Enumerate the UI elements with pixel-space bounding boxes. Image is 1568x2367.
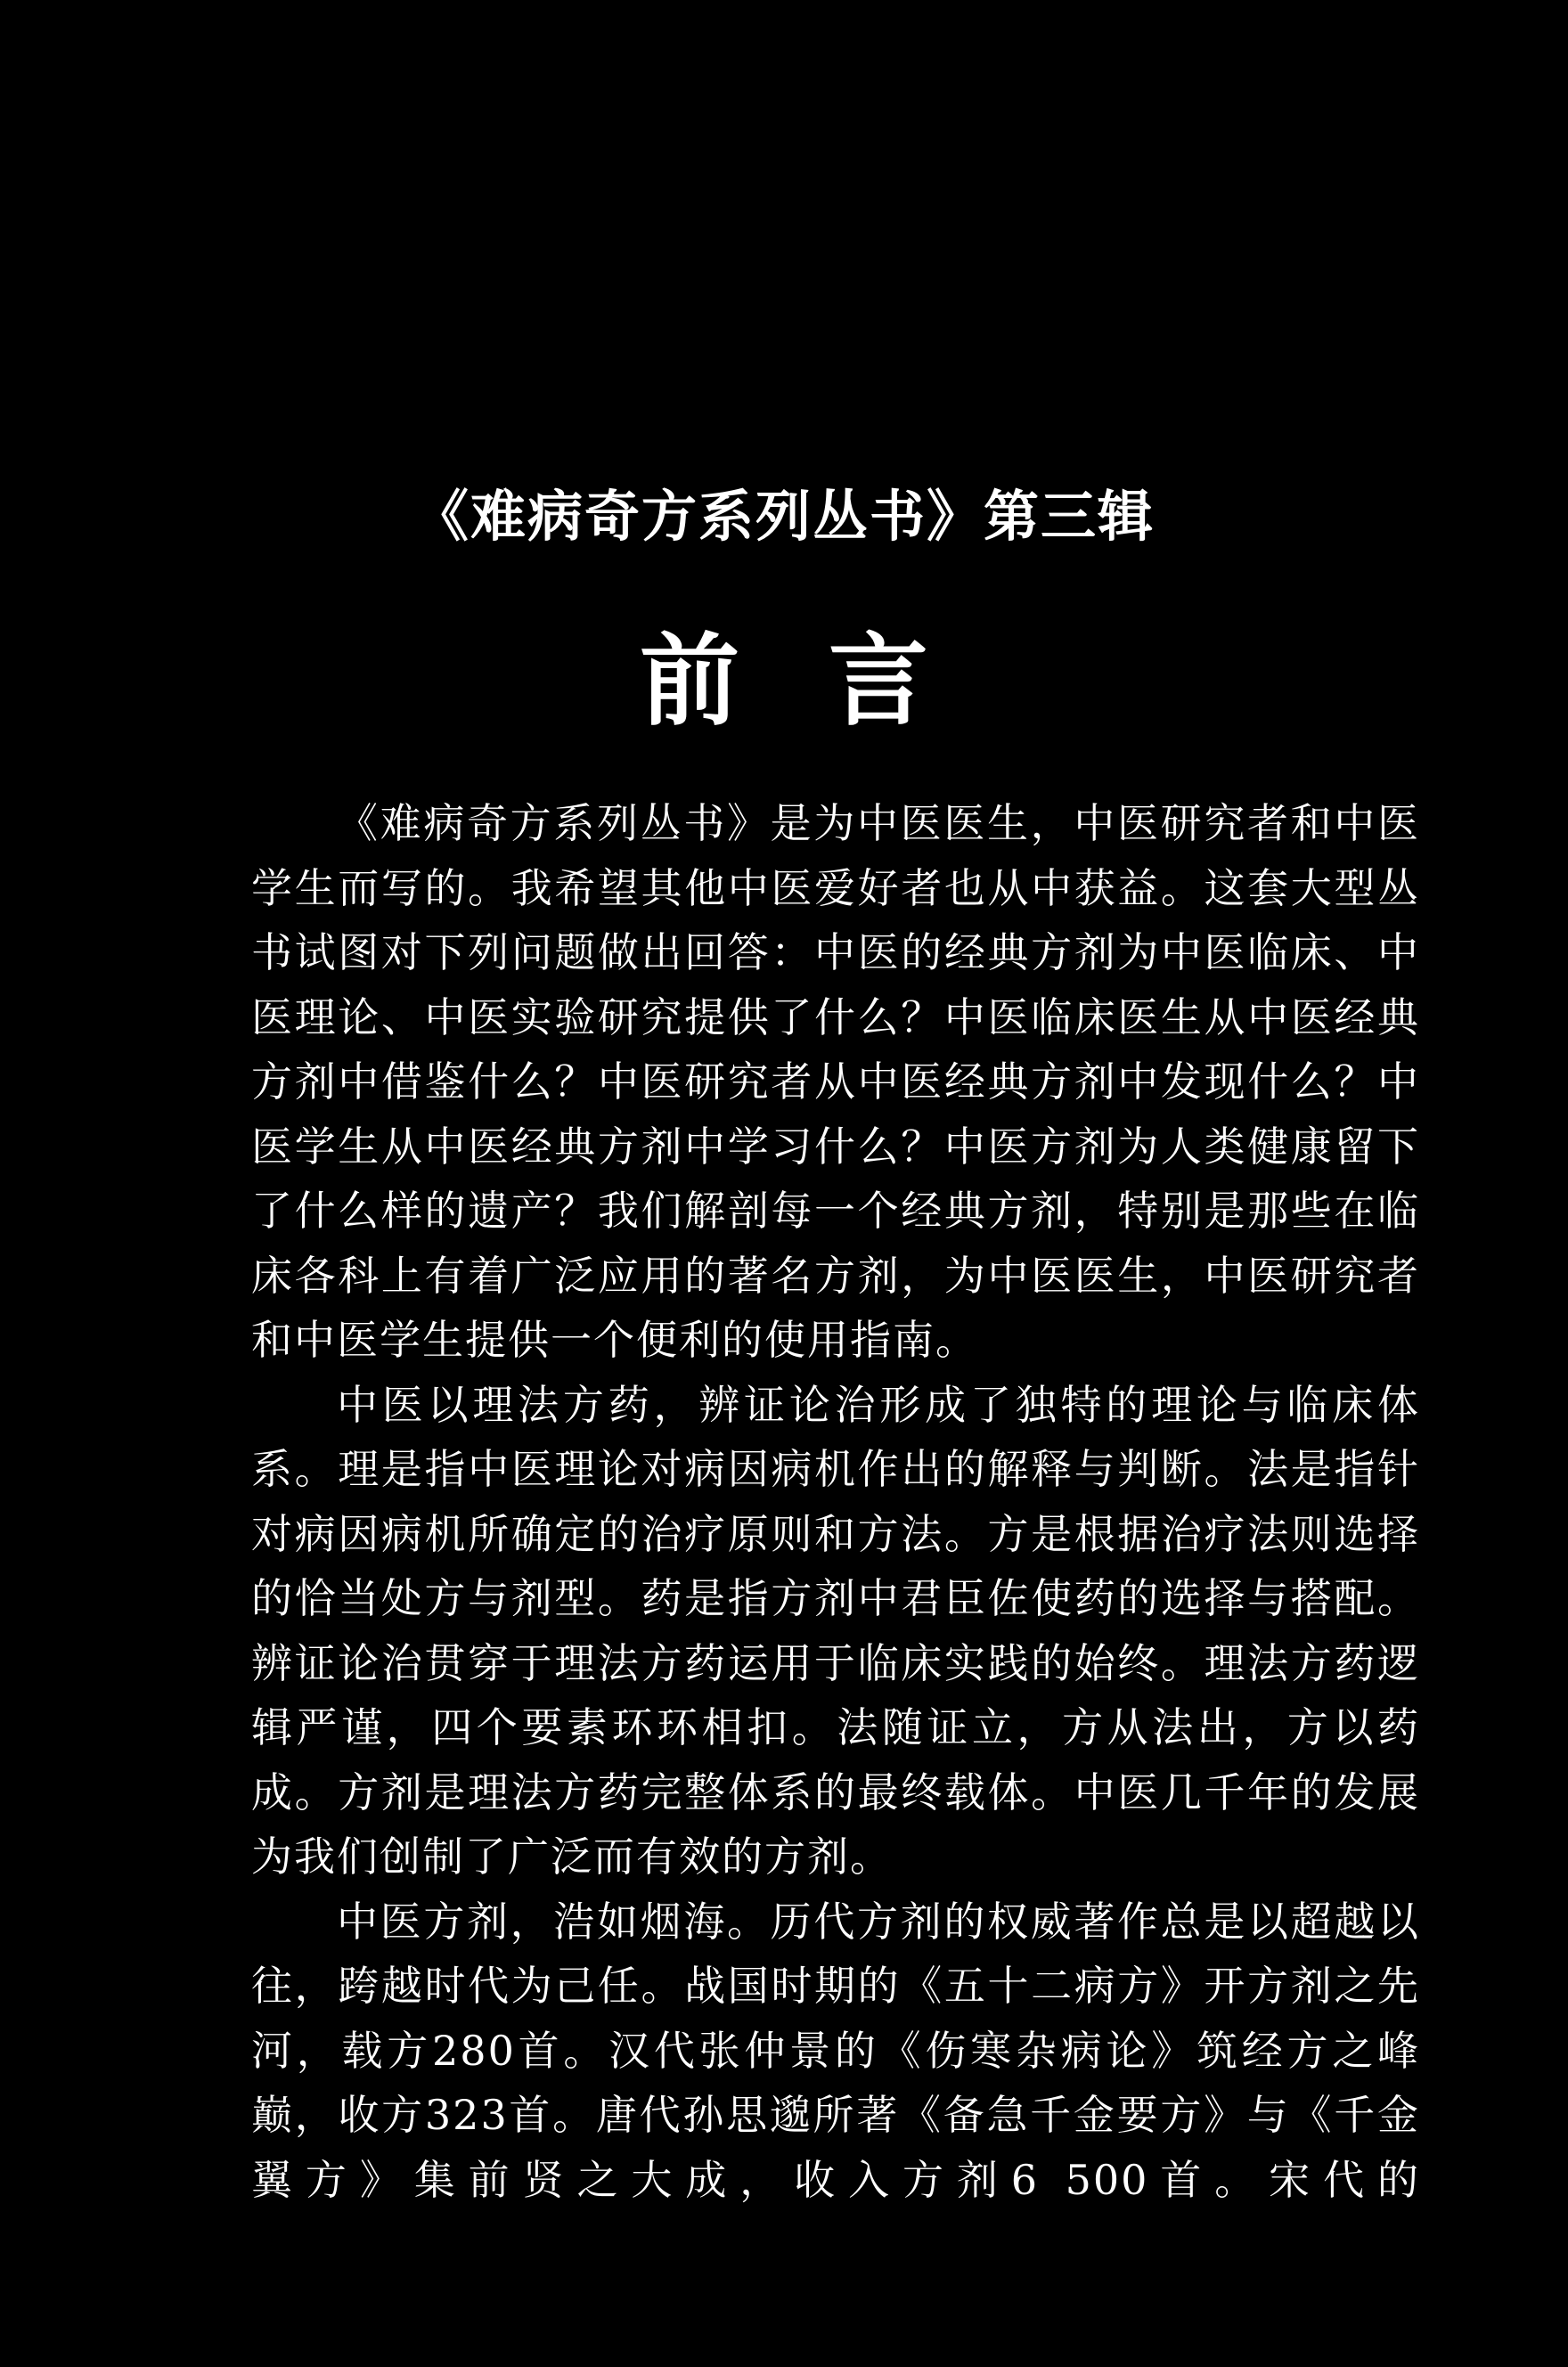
page-heading: 前言 [640, 624, 1017, 739]
paragraph: 中医以理法方药，辨证论治形成了独特的理论与临床体系。理是指中医理论对病因病机作出的解释与判断。法是指针对病因病机所确定的治疗原则和方法。方是根据治疗法则选择的恰当处方与剂型。药是指方剂中君臣佐使药的选择与搭配。辨证论治贯穿于理法方药运用于临床实践的始终。理法方药逻辑严谨，四个要素环环相扣。法随证立，方从法出，方以药成。方剂是理法方药完整体系的最终载体。中医几千年的发展为我们创制了广泛而有效的方剂。 [251, 1380, 1420, 1881]
paragraph: 《难病奇方系列丛书》是为中医医生，中医研究者和中医学生而写的。我希望其他中医爱好者也从中获益。这套大型丛书试图对下列问题做出回答：中医的经典方剂为中医临床、中医理论、中医实验研究提供了什么？中医临床医生从中医经典方剂中借鉴什么？中医研究者从中医经典方剂中发现什么？中医学生从中医经典方剂中学习什么？中医方剂为人类健康留下了什么样的遗产？我们解剖每一个经典方剂，特别是那些在临床各科上有着广泛应用的著名方剂，为中医医生，中医研究者和中医学生提供一个便利的使用指南。 [251, 799, 1420, 1364]
preface-body [251, 791, 1420, 2212]
paragraph: 中医方剂，浩如烟海。历代方剂的权威著作总是以超越以往，跨越时代为己任。战国时期的《五十二病方》开方剂之先河，载方280首。汉代张仲景的《伤寒杂病论》筑经方之峰巅，收方323首。唐代孙思邈所著《备急千金要方》与《千金翼方》集前贤之大成，收入方剂6 500首。宋代的 [251, 1897, 1420, 2204]
series-title: 《难病奇方系列丛书》第三辑 [412, 484, 1155, 549]
